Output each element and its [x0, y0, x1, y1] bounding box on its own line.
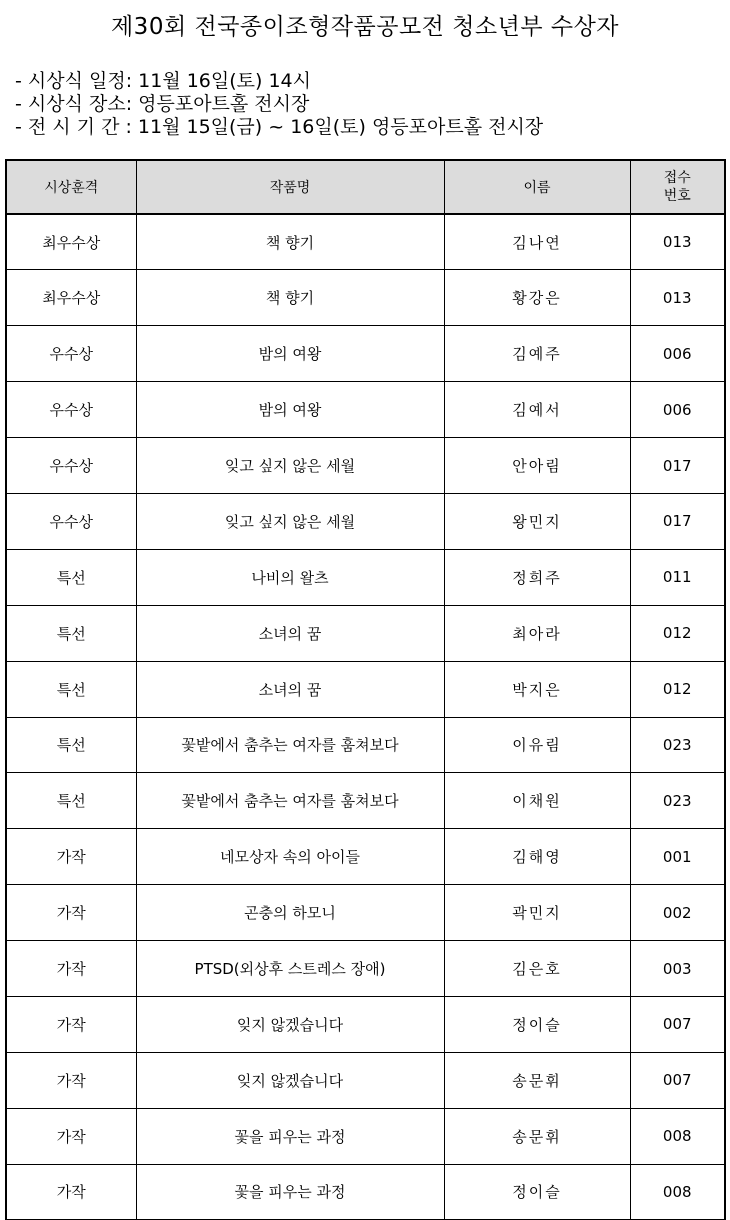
cell-work: 네모상자 속의 아이들: [136, 829, 444, 885]
table-row: [6, 996, 725, 1052]
cell-award: 우수상: [6, 438, 136, 494]
cell-entry-number: 023: [630, 717, 725, 773]
cell-award: 특선: [6, 717, 136, 773]
cell-entry-number: 013: [630, 214, 725, 270]
cell-work: 잊고 싶지 않은 세월: [136, 493, 444, 549]
table-row: [6, 661, 725, 717]
table-row: [6, 493, 725, 549]
cell-work: PTSD(외상후 스트레스 장애): [136, 941, 444, 997]
cell-entry-number: 012: [630, 661, 725, 717]
table-row: [6, 717, 725, 773]
cell-entry-number: 007: [630, 1052, 725, 1108]
cell-award: 가작: [6, 996, 136, 1052]
cell-name: 황강은: [444, 270, 630, 326]
header-name: 이름: [444, 160, 630, 214]
cell-name: 최아라: [444, 605, 630, 661]
table-header-row: [6, 160, 725, 214]
cell-work: 꽃을 피우는 과정: [136, 1108, 444, 1164]
table-row: [6, 326, 725, 382]
table-row: [6, 270, 725, 326]
cell-name: 김예주: [444, 326, 630, 382]
cell-work: 꽃밭에서 춤추는 여자를 훔쳐보다: [136, 773, 444, 829]
cell-name: 안아림: [444, 438, 630, 494]
cell-entry-number: 008: [630, 1108, 725, 1164]
cell-entry-number: 001: [630, 829, 725, 885]
cell-award: 우수상: [6, 382, 136, 438]
page-title: 제30회 전국종이조형작품공모전 청소년부 수상자: [110, 14, 620, 40]
header-work: 작품명: [136, 160, 444, 214]
cell-name: 송문휘: [444, 1108, 630, 1164]
cell-name: 정이슬: [444, 996, 630, 1052]
cell-name: 김은호: [444, 941, 630, 997]
cell-name: 김해영: [444, 829, 630, 885]
cell-work: 나비의 왈츠: [136, 549, 444, 605]
cell-award: 우수상: [6, 493, 136, 549]
exhibition-period: - 전 시 기 간 : 11월 15일(금) ~ 16일(토) 영등포아트홀 전시장: [15, 116, 544, 138]
table-row: [6, 438, 725, 494]
cell-entry-number: 007: [630, 996, 725, 1052]
cell-award: 가작: [6, 1052, 136, 1108]
ceremony-location: - 시상식 장소: 영등포아트홀 전시장: [15, 93, 310, 115]
cell-name: 박지은: [444, 661, 630, 717]
table-row: [6, 549, 725, 605]
cell-award: 최우수상: [6, 270, 136, 326]
table-row: [6, 773, 725, 829]
cell-work: 잊지 않겠습니다: [136, 996, 444, 1052]
cell-award: 특선: [6, 661, 136, 717]
cell-award: 특선: [6, 773, 136, 829]
cell-work: 소녀의 꿈: [136, 661, 444, 717]
cell-award: 가작: [6, 941, 136, 997]
cell-entry-number: 006: [630, 326, 725, 382]
cell-entry-number: 008: [630, 1164, 725, 1220]
cell-name: 김나연: [444, 214, 630, 270]
table-row: [6, 1164, 725, 1220]
cell-award: 특선: [6, 549, 136, 605]
cell-award: 가작: [6, 1164, 136, 1220]
table-row: [6, 605, 725, 661]
cell-entry-number: 012: [630, 605, 725, 661]
cell-name: 송문휘: [444, 1052, 630, 1108]
cell-entry-number: 002: [630, 885, 725, 941]
cell-award: 특선: [6, 605, 136, 661]
cell-name: 이채원: [444, 773, 630, 829]
ceremony-date: - 시상식 일정: 11월 16일(토) 14시: [15, 70, 311, 92]
cell-name: 곽민지: [444, 885, 630, 941]
cell-work: 밤의 여왕: [136, 382, 444, 438]
table-row: [6, 382, 725, 438]
cell-entry-number: 017: [630, 438, 725, 494]
cell-work: 꽃밭에서 춤추는 여자를 훔쳐보다: [136, 717, 444, 773]
cell-work: 책 향기: [136, 214, 444, 270]
winners-table: [5, 159, 726, 1220]
cell-entry-number: 017: [630, 493, 725, 549]
header-entry-number: [630, 160, 725, 214]
cell-entry-number: 006: [630, 382, 725, 438]
cell-award: 가작: [6, 1108, 136, 1164]
cell-work: 꽃을 피우는 과정: [136, 1164, 444, 1220]
cell-award: 최우수상: [6, 214, 136, 270]
cell-award: 가작: [6, 829, 136, 885]
table-row: [6, 1052, 725, 1108]
cell-award: 우수상: [6, 326, 136, 382]
cell-entry-number: 013: [630, 270, 725, 326]
cell-entry-number: 003: [630, 941, 725, 997]
cell-entry-number: 011: [630, 549, 725, 605]
cell-work: 소녀의 꿈: [136, 605, 444, 661]
header-award: 시상훈격: [6, 160, 136, 214]
cell-name: 정희주: [444, 549, 630, 605]
header-entry-number-line2: 번호: [663, 188, 691, 204]
event-info: [15, 70, 543, 139]
cell-name: 왕민지: [444, 493, 630, 549]
cell-entry-number: 023: [630, 773, 725, 829]
table-row: [6, 885, 725, 941]
cell-work: 잊고 싶지 않은 세월: [136, 438, 444, 494]
cell-name: 정이슬: [444, 1164, 630, 1220]
table-row: [6, 214, 725, 270]
cell-award: 가작: [6, 885, 136, 941]
cell-name: 김예서: [444, 382, 630, 438]
table-row: [6, 941, 725, 997]
cell-work: 책 향기: [136, 270, 444, 326]
cell-work: 밤의 여왕: [136, 326, 444, 382]
cell-work: 곤충의 하모니: [136, 885, 444, 941]
cell-name: 이유림: [444, 717, 630, 773]
header-entry-number-line1: 접수: [663, 170, 691, 186]
table-row: [6, 829, 725, 885]
cell-work: 잊지 않겠습니다: [136, 1052, 444, 1108]
table-row: [6, 1108, 725, 1164]
